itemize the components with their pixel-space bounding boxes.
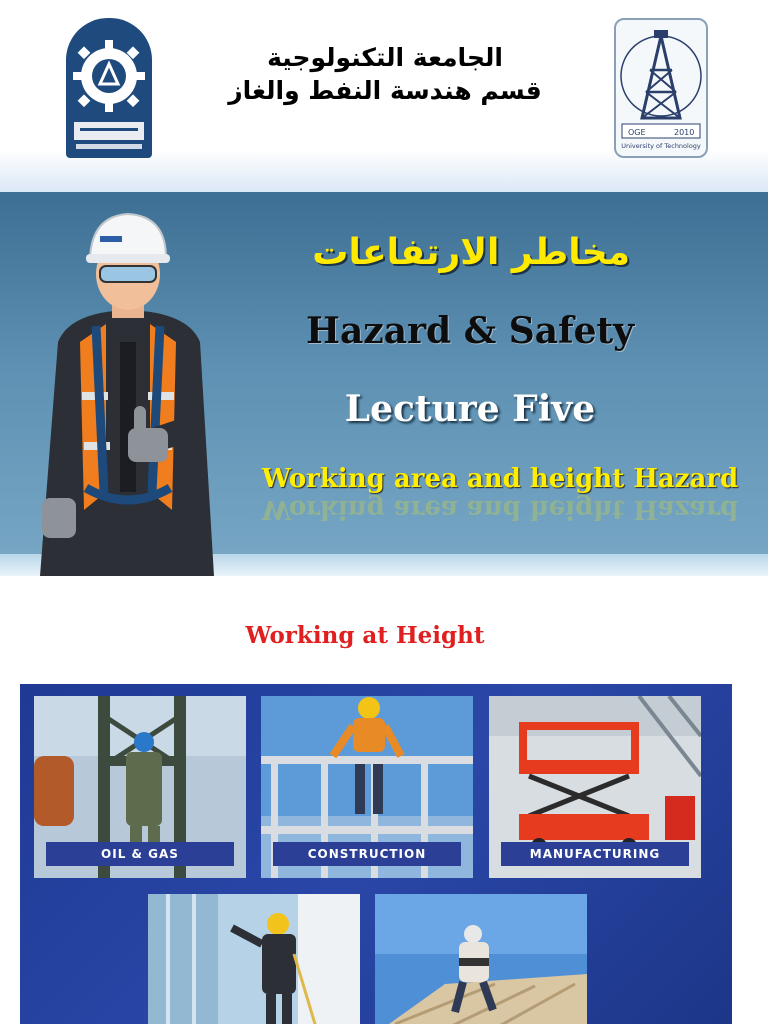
department-logo — [614, 18, 708, 158]
gear-emblem-icon — [66, 18, 152, 158]
slide-header — [0, 0, 768, 192]
oil-derrick-icon — [616, 20, 706, 156]
title-banner — [0, 192, 768, 576]
section-heading: Working at Height — [245, 622, 485, 649]
logo-abbr: OGE — [628, 128, 646, 137]
arabic-title: مخاطر الارتفاعات — [312, 232, 630, 273]
lecture-subtitle: Working area and height Hazard — [261, 464, 739, 494]
manufacturing-photo — [489, 696, 701, 878]
oil-gas-label: OIL & GAS — [46, 842, 234, 866]
roofer-photo — [375, 894, 587, 1024]
manufacturing-label: MANUFACTURING — [501, 842, 689, 866]
oil-gas-photo — [34, 696, 246, 878]
construction-photo — [261, 696, 473, 878]
lecture-number: Lecture Five — [344, 388, 596, 430]
department-name: قسم هندسة النفط والغاز — [228, 75, 542, 105]
logo-footer: University of Technology — [621, 142, 701, 150]
university-logo — [66, 18, 152, 158]
university-title — [220, 42, 550, 107]
safety-worker-illustration — [0, 192, 260, 576]
subtitle-reflection: Working area and height Hazard — [261, 494, 739, 524]
logo-year: 2010 — [674, 128, 695, 137]
university-name: الجامعة التكنولوجية — [267, 43, 503, 72]
course-title: Hazard & Safety — [305, 310, 635, 352]
industries-image-panel — [20, 684, 732, 1024]
construction-label: CONSTRUCTION — [273, 842, 461, 866]
facade-worker-photo — [148, 894, 360, 1024]
